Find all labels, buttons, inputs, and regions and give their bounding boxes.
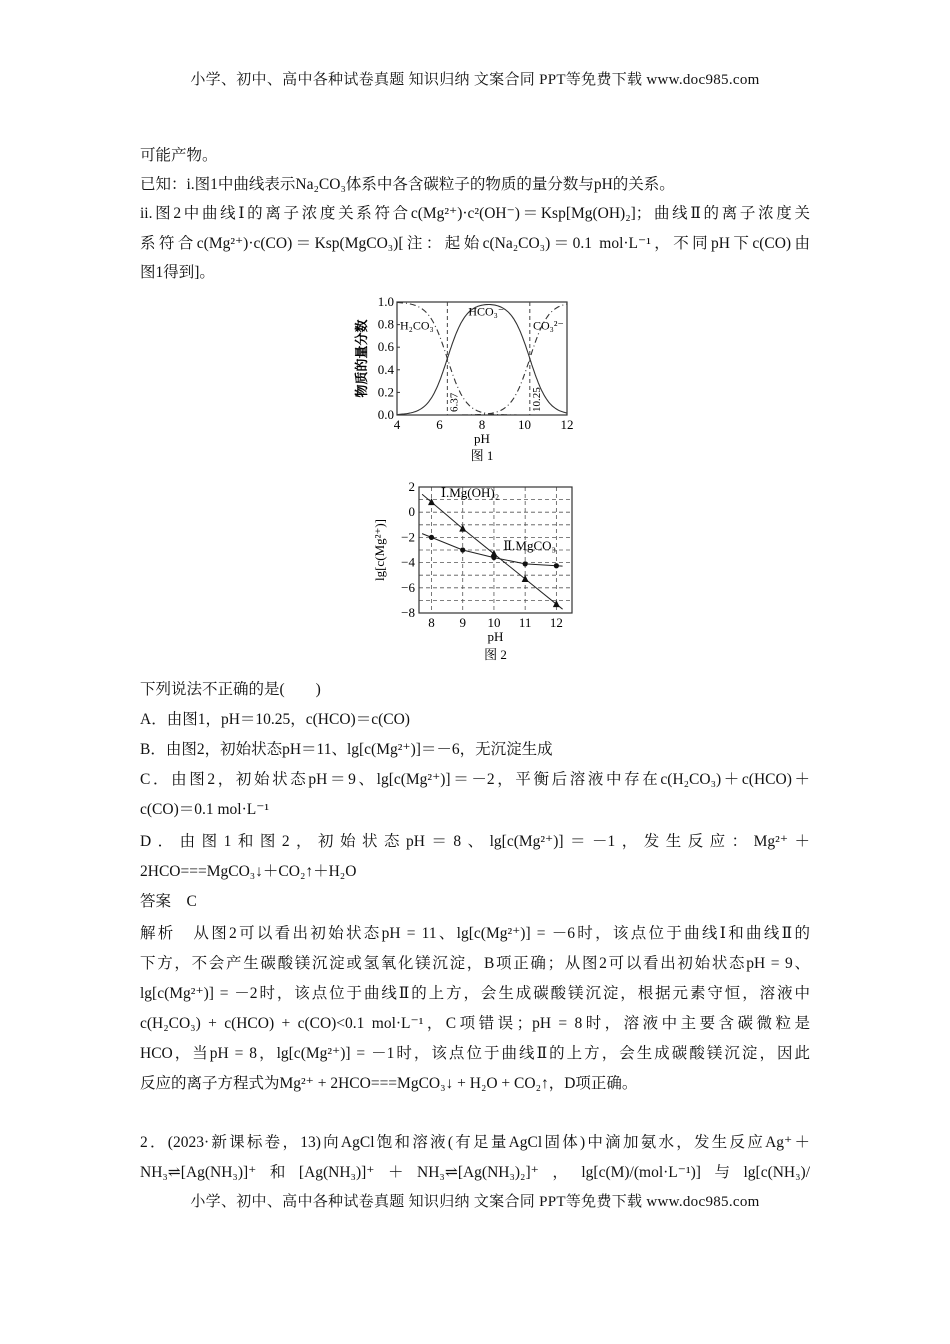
option-c-cont: c(CO)＝0.1 mol·L⁻¹ — [140, 801, 270, 818]
answer — [140, 889, 197, 911]
page-header: 小学、初中、高中各种试卷真题 知识归纳 文案合同 PPT等免费下载 www.doc985.com — [190, 72, 760, 88]
analysis-line: 反应的离子方程式为Mg²⁺ + 2HCO===MgCO₃↓ + H₂O + CO₂↑，D项正确。 — [140, 1075, 638, 1092]
x-tick-label: 9 — [459, 615, 466, 630]
y-axis-label: 物质的量分数 — [354, 319, 369, 398]
x-tick-label: 10 — [518, 417, 531, 432]
analysis-line — [140, 921, 810, 943]
x-tick-label: 12 — [549, 615, 563, 630]
data-point-triangle — [522, 575, 529, 582]
page-footer: 小学、初中、高中各种试卷真题 知识归纳 文案合同 PPT等免费下载 www.doc985.com — [190, 1194, 760, 1210]
data-point-circle — [491, 555, 496, 560]
y-tick-label: 0.2 — [377, 384, 394, 400]
option-b: B．由图2，初始状态pH＝11、lg[c(Mg²⁺)]＝－6，无沉淀生成 — [140, 741, 553, 758]
x-tick-label: 12 — [560, 417, 574, 432]
y-tick-label: 0.4 — [377, 361, 394, 377]
option-d-cont: 2HCO===MgCO₃↓＋CO₂↑＋H₂O — [140, 863, 357, 880]
data-point-circle — [429, 535, 434, 540]
series-label-hco3: HCO₃⁻ — [468, 304, 505, 319]
analysis-line: lg[c(Mg²⁺)] = －2时，该点位于曲线Ⅱ的上方，会生成碳酸镁沉淀，根据元素守恒，溶液中 — [140, 985, 810, 1002]
option-d: D．由图1和图2，初始状态pH＝8、lg[c(Mg²⁺)]＝－1，发生反应：Mg²⁺＋ — [140, 833, 810, 850]
analysis-label: 解析 — [140, 925, 176, 942]
y-tick-label: 0.0 — [377, 407, 394, 422]
y-tick-label: 2 — [408, 479, 415, 494]
analysis-line: 下方，不会产生碳酸镁沉淀或氢氧化镁沉淀，B项正确；从图2可以看出初始状态pH = 9、 — [140, 955, 810, 972]
pka-label: 10.25 — [530, 387, 543, 412]
question2-line: NH₃⇌[Ag(NH₃)]⁺和[Ag(NH₃)]⁺＋NH₃⇌[Ag(NH₃)₂]⁺，lg[c(M)/(mol·L⁻¹)]与lg[c(NH₃)/ — [140, 1164, 810, 1181]
y-tick-label: −2 — [401, 529, 415, 545]
question-stem: 下列说法不正确的是( ) — [140, 681, 321, 698]
y-tick-label: −8 — [401, 605, 415, 620]
y-tick-label: −6 — [401, 579, 415, 595]
answer-value: C — [186, 893, 197, 910]
x-tick-label: 6 — [436, 417, 443, 432]
x-tick-label: 11 — [518, 615, 532, 630]
data-point-triangle — [428, 498, 435, 505]
data-point-triangle — [553, 600, 560, 607]
answer-label: 答案 — [140, 893, 172, 910]
data-point-triangle — [459, 525, 466, 532]
figure-1-chart — [352, 290, 592, 470]
figure-caption: 图 1 — [470, 448, 494, 463]
figure-2-chart — [370, 475, 585, 665]
series-label-h2co3: H₂CO₃ — [400, 318, 434, 333]
y-axis-label: lg[c(Mg²⁺)] — [372, 518, 387, 582]
data-point-circle — [554, 563, 559, 568]
intro-line: 系符合c(Mg²⁺)·c(CO)＝Ksp(MgCO₃)[注：起始c(Na₂CO₃)＝0.1 mol·L⁻¹，不同pH下c(CO)由 — [140, 235, 810, 252]
x-axis-label: pH — [487, 629, 504, 644]
x-tick-label: 8 — [428, 615, 435, 630]
data-point-circle — [460, 547, 465, 552]
question2-line: 2．(2023·新课标卷，13)向AgCl饱和溶液(有足量AgCl固体)中滴加氨水，发生反应Ag⁺＋ — [140, 1134, 810, 1151]
x-tick-label: 10 — [487, 615, 501, 630]
intro-line: 图1得到]。 — [140, 264, 215, 281]
figure-caption: 图 2 — [484, 647, 507, 662]
x-tick-label: 8 — [478, 417, 486, 432]
y-tick-label: −4 — [401, 554, 415, 570]
pka-label: 6.37 — [448, 392, 461, 412]
series-label-co3: CO₃²⁻ — [533, 318, 564, 333]
option-c: C．由图2，初始状态pH＝9、lg[c(Mg²⁺)]＝－2，平衡后溶液中存在c(H₂CO₃)＋c(HCO)＋ — [140, 771, 810, 788]
intro-line: 可能产物。 — [140, 147, 218, 164]
x-tick-label: 4 — [393, 417, 401, 432]
x-axis-label: pH — [474, 431, 490, 446]
data-point-circle — [523, 561, 528, 566]
y-tick-label: 1.0 — [377, 294, 394, 309]
y-tick-label: 0.8 — [377, 316, 394, 332]
analysis-line: HCO，当pH = 8，lg[c(Mg²⁺)] = －1时，该点位于曲线Ⅱ的上方，会生成碳酸镁沉淀，因此 — [140, 1045, 810, 1062]
y-tick-label: 0.6 — [377, 339, 394, 355]
series-label-1: Ⅰ.Mg(OH)₂ — [440, 485, 500, 501]
intro-line: ii.图2中曲线Ⅰ的离子浓度关系符合c(Mg²⁺)·c²(OH⁻)＝Ksp[Mg(OH)₂]；曲线Ⅱ的离子浓度关 — [140, 205, 810, 222]
series-label-2: Ⅱ.MgCO₃ — [503, 538, 557, 553]
y-tick-label: 0 — [408, 504, 415, 520]
intro-line: 已知：i.图1中曲线表示Na₂CO₃体系中各含碳粒子的物质的量分数与pH的关系。 — [140, 176, 675, 193]
analysis-line: c(H₂CO₃) + c(HCO) + c(CO)<0.1 mol·L⁻¹，C项错误；pH = 8时，溶液中主要含碳微粒是 — [140, 1015, 810, 1032]
analysis-text: 从图2可以看出初始状态pH = 11、lg[c(Mg²⁺)] = －6时，该点位于曲线Ⅰ和曲线Ⅱ的 — [191, 925, 810, 942]
option-a: A．由图1，pH＝10.25，c(HCO)＝c(CO) — [140, 711, 410, 728]
